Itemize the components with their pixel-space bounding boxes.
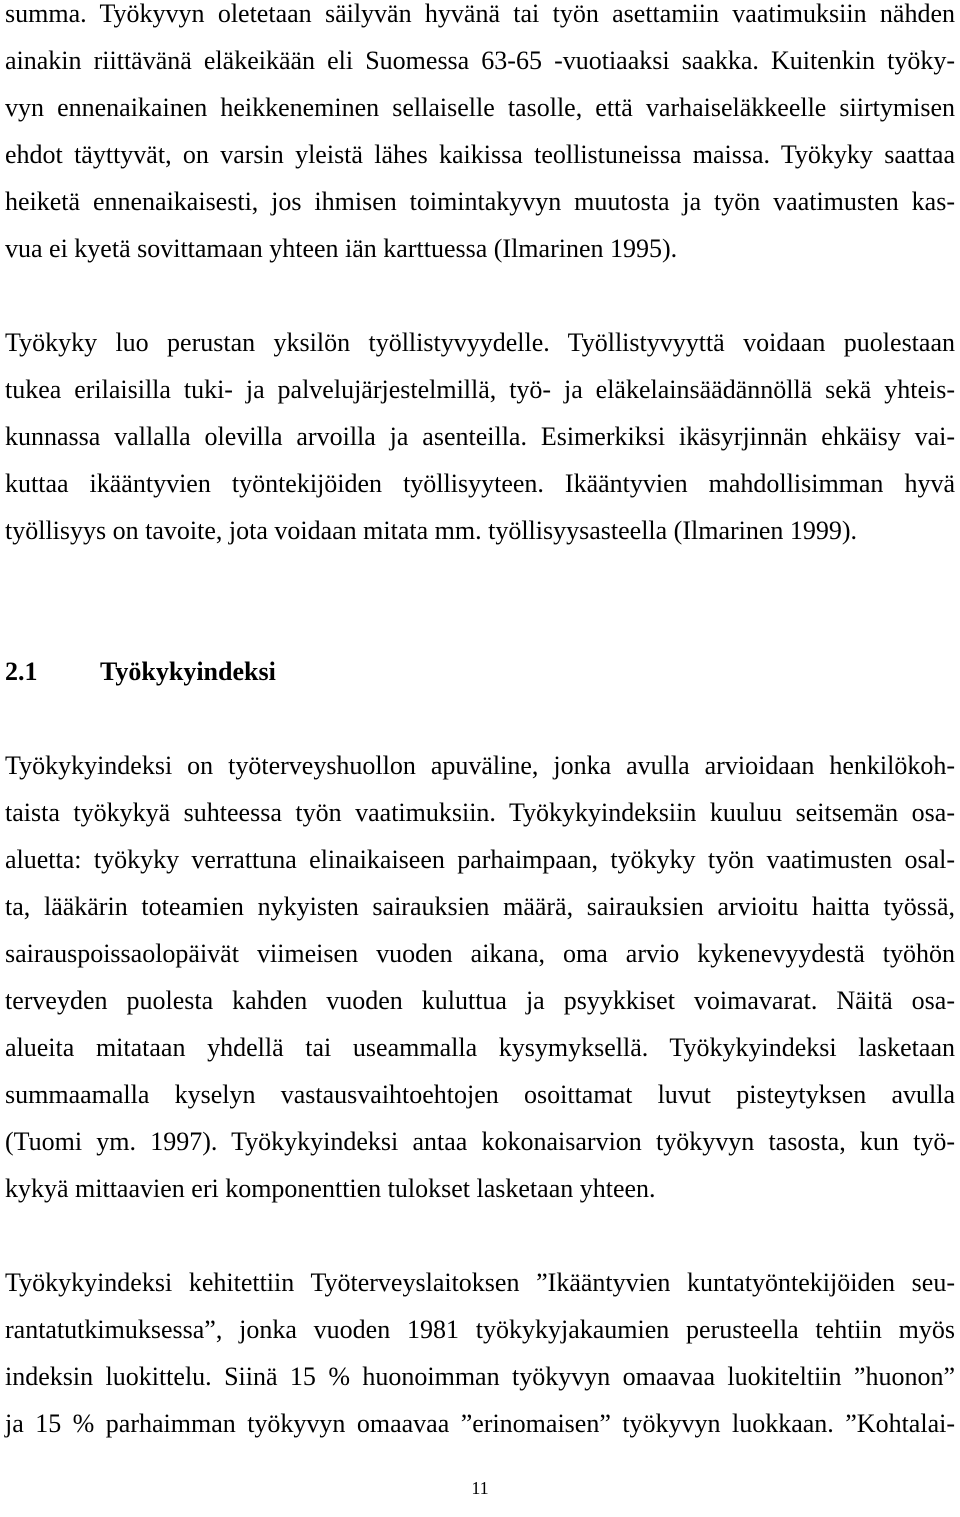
paragraph bbox=[5, 319, 955, 554]
text-line: summaamalla kyselyn vastausvaihtoehtojen osoittamat luvut pisteytyksen avulla bbox=[5, 1080, 955, 1109]
text-line: taista työkykyä suhteessa työn vaatimuksiin. Työkykyindeksiin kuuluu seitsemän osa- bbox=[5, 798, 955, 827]
paragraph bbox=[5, 742, 955, 1212]
text-line: vyn ennenaikainen heikkeneminen sellaiselle tasolle, että varhaiseläkkeelle siirtymisen bbox=[5, 93, 955, 122]
text-line: Työkykyindeksi kehitettiin Työterveyslaitoksen ”Ikääntyvien kuntatyöntekijöiden seu- bbox=[5, 1268, 955, 1297]
text-line: kuttaa ikääntyvien työntekijöiden työllisyyteen. Ikääntyvien mahdollisimman hyvä bbox=[5, 469, 955, 498]
document-page bbox=[5, 0, 955, 1494]
text-line: ja 15 % parhaimman työkyvyn omaavaa ”erinomaisen” työkyvyn luokkaan. ”Kohtalai- bbox=[5, 1409, 955, 1438]
page-number: 11 bbox=[471, 1478, 489, 1498]
text-line: terveyden puolesta kahden vuoden kuluttua ja psyykkiset voimavarat. Näitä osa- bbox=[5, 986, 955, 1015]
text-line: työllisyys on tavoite, jota voidaan mitata mm. työllisyysasteella (Ilmarinen 1999). bbox=[5, 516, 858, 545]
text-line: Työkyky luo perustan yksilön työllistyvyydelle. Työllistyvyyttä voidaan puolestaan bbox=[5, 328, 955, 357]
section-title: Työkykyindeksi bbox=[100, 657, 276, 686]
text-line: kykyä mittaavien eri komponenttien tulokset lasketaan yhteen. bbox=[5, 1174, 656, 1203]
text-line: Työkykyindeksi on työterveyshuollon apuväline, jonka avulla arvioidaan henkilökoh- bbox=[5, 751, 955, 780]
paragraph bbox=[5, 1259, 955, 1447]
text-line: ainakin riittävänä eläkeikään eli Suomessa 63-65 -vuotiaaksi saakka. Kuitenkin työky- bbox=[5, 46, 955, 75]
text-line: ehdot täyttyvät, on varsin yleistä lähes kaikissa teollistuneissa maissa. Työkyky saattaa bbox=[5, 140, 955, 169]
text-line: vua ei kyetä sovittamaan yhteen iän karttuessa (Ilmarinen 1995). bbox=[5, 234, 678, 263]
section-number: 2.1 bbox=[5, 657, 38, 686]
paragraph bbox=[5, 0, 955, 272]
section-heading bbox=[5, 648, 955, 695]
text-line: heiketä ennenaikaisesti, jos ihmisen toimintakyvyn muutosta ja työn vaatimusten kas- bbox=[5, 187, 955, 216]
text-line: rantatutkimuksessa”, jonka vuoden 1981 työkykyjakaumien perusteella tehtiin myös bbox=[5, 1315, 955, 1344]
text-line: summa. Työkyvyn oletetaan säilyvän hyvänä tai työn asettamiin vaatimuksiin nähden bbox=[5, 0, 955, 28]
text-line: alueita mitataan yhdellä tai useammalla kysymyksellä. Työkykyindeksi lasketaan bbox=[5, 1033, 955, 1062]
text-line: (Tuomi ym. 1997). Työkykyindeksi antaa kokonaisarvion työkyvyn tasosta, kun työ- bbox=[5, 1127, 955, 1156]
text-line: sairauspoissaolopäivät viimeisen vuoden aikana, oma arvio kykenevyydestä työhön bbox=[5, 939, 955, 968]
text-line: tukea erilaisilla tuki- ja palvelujärjestelmillä, työ- ja eläkelainsäädännöllä sekä yhteis- bbox=[5, 375, 955, 404]
text-line: ta, lääkärin toteamien nykyisten sairauksien määrä, sairauksien arvioitu haitta työssä, bbox=[5, 892, 955, 921]
text-line: indeksin luokittelu. Siinä 15 % huonoimman työkyvyn omaavaa luokiteltiin ”huonon” bbox=[5, 1362, 955, 1391]
text-line: aluetta: työkyky verrattuna elinaikaiseen parhaimpaan, työkyky työn vaatimusten osal- bbox=[5, 845, 955, 874]
text-line: kunnassa vallalla olevilla arvoilla ja asenteilla. Esimerkiksi ikäsyrjinnän ehkäisy vai- bbox=[5, 422, 955, 451]
